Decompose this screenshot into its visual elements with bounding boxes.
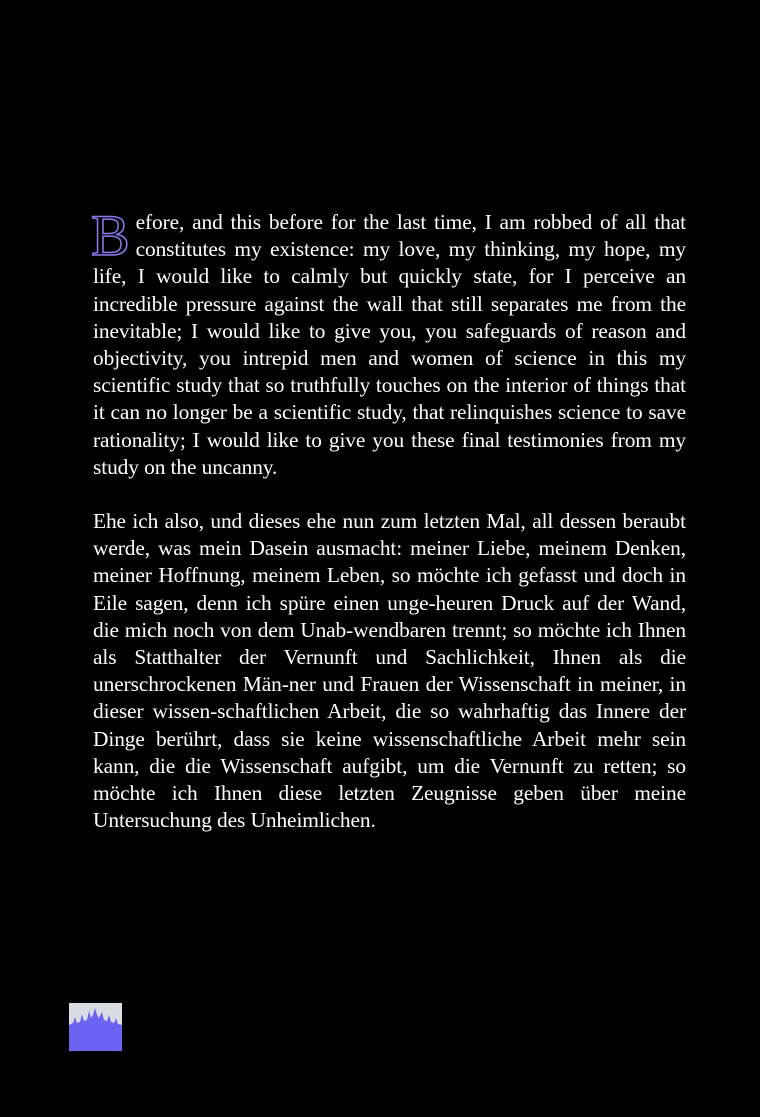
paragraph-english-body: efore, and this before for the last time, I am robbed of all that constitutes my existence: my love, my thinking, my hope, my life, I would like to calmly but quickly state, for I perceive an incredible pressure against the wall that still separates me from the inevitable; I would like to give you, you safeguards of reason and objectivity, you intrepid men and women of science in this my scientific study that so truthfully touches on the interior of things that it can no longer be a scientific study, that relinquishes science to save rationality; I would like to give you these final testimonies from my study on the uncanny.: [93, 210, 686, 479]
paragraph-german-text: Ehe ich also, und dieses ehe nun zum letzten Mal, all dessen beraubt werde, was mein Dasein ausmacht: meiner Liebe, meinem Denken, meiner Hoffnung, meinem Leben, so möchte ich gefasst und doch in Eile sagen, denn ich spüre einen unge-heuren Druck auf der Wand, die mich noch von dem Unab-wendbaren trennt; so möchte ich Ihnen als Statthalter der Vernunft und Sachlichkeit, Ihnen als die unerschrockenen Män-ner und Frauen der Wissenschaft in meiner, in dieser wissen-schaftlichen Arbeit, die so wahrhaftig das Innere der Dinge berührt, dass sie keine wissenschaftliche Arbeit mehr sein kann, die die Wissenschaft aufgibt, um die Vernunft zu retten; so möchte ich Ihnen diese letzten Zeugnisse geben über meine Untersuchung des Unheimlichen.: [93, 509, 686, 833]
drop-cap: B: [91, 203, 130, 268]
paragraph-german: [93, 508, 686, 834]
paragraph-english-text: [91, 203, 686, 481]
publisher-logo: [69, 1003, 122, 1051]
paragraph-english: [91, 203, 686, 481]
castle-silhouette-icon: [69, 1003, 122, 1051]
